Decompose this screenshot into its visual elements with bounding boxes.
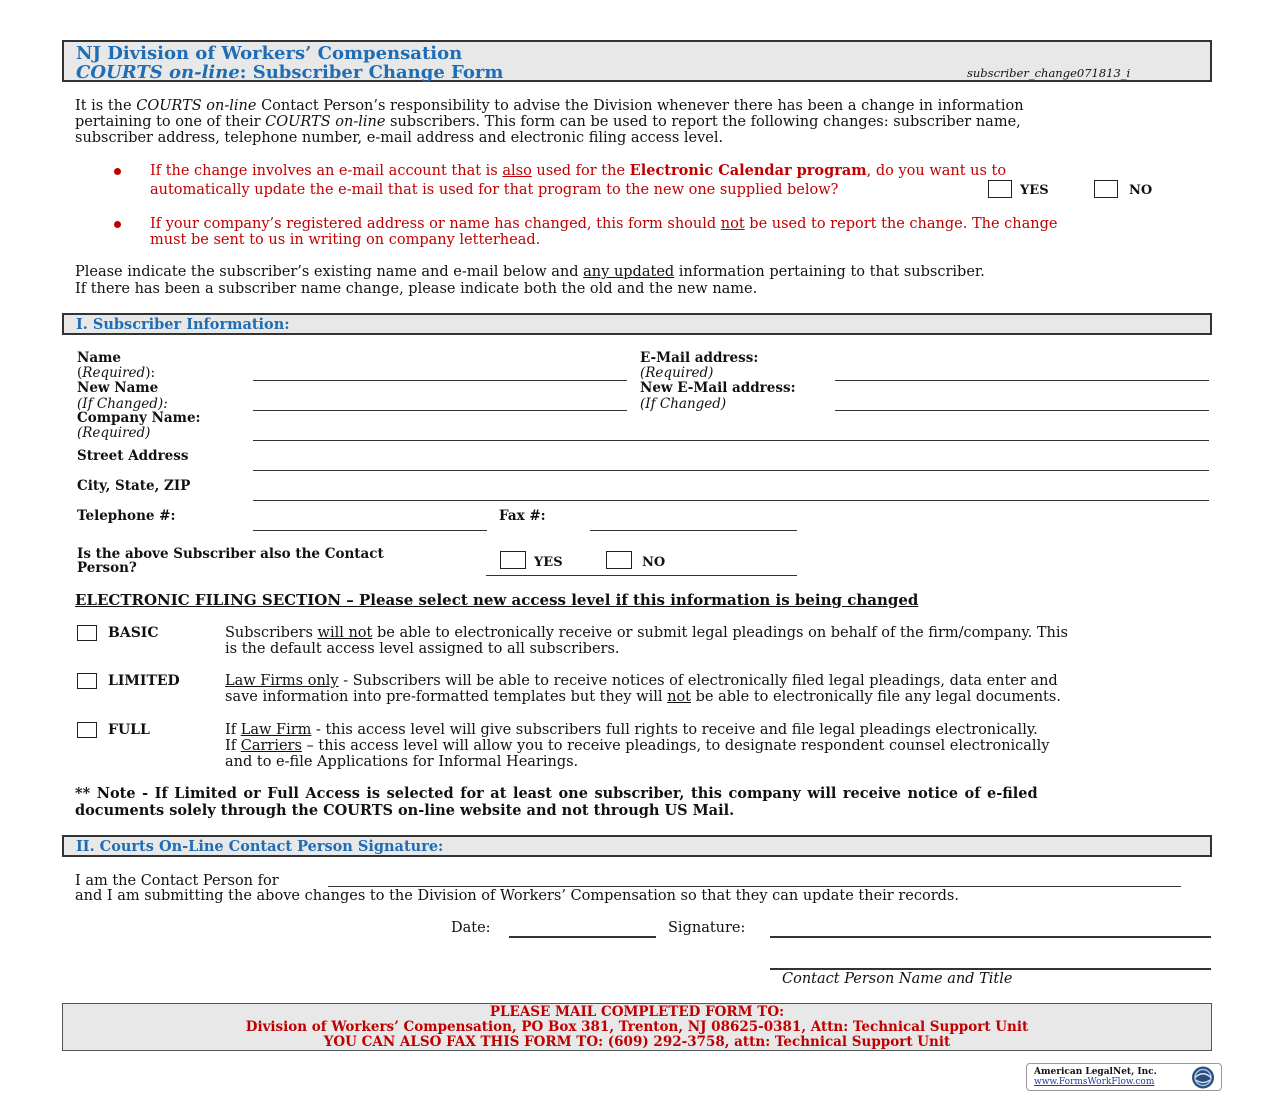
contact-question-line-2: Person? [77, 560, 137, 576]
limited-desc-2 [225, 689, 1061, 705]
bullet-text: If your company’s registered address or name has changed, this form should [150, 216, 721, 232]
bullet-text: , do you want us to [866, 163, 1007, 179]
intro-courts: COURTS on-line [136, 98, 257, 114]
full-text: – this access level will allow you to receive pleadings, to designate respondent counsel electronically [301, 738, 1050, 754]
bullet-text: If the change involves an e-mail account that is [150, 163, 503, 179]
contact-question-line-1: Is the above Subscriber also the Contact [77, 546, 384, 562]
email-label: E-Mail address: [640, 350, 759, 366]
bullet-text: not [720, 216, 745, 232]
company-for-input[interactable] [328, 886, 1181, 887]
mail-line-2: Division of Workers’ Compensation, PO Box 381, Trenton, NJ 08625-0381, Attn: Technical Support Unit [245, 1019, 1029, 1035]
section-1-header [62, 313, 1212, 335]
calendar-no-checkbox[interactable] [1094, 180, 1118, 198]
full-desc-1 [225, 722, 1038, 738]
full-text: - this access level will give subscribers full rights to receive and file legal pleadings electronically. [311, 722, 1038, 738]
contact-yes-label: YES [534, 555, 563, 570]
limited-label: LIMITED [108, 673, 180, 689]
new-email-sub: (If Changed) [640, 396, 727, 412]
calendar-no-label: NO [1129, 183, 1153, 198]
basic-checkbox[interactable] [77, 625, 97, 641]
bullet-text: be used to report the change. The change [744, 216, 1058, 232]
bullet-text: also [502, 163, 532, 179]
company-name-input[interactable] [253, 440, 1209, 441]
new-email-input[interactable] [835, 410, 1209, 411]
required-text: Required [82, 365, 146, 381]
city-label: City, State, ZIP [77, 478, 191, 494]
indicate-line-1 [75, 264, 985, 280]
mail-line-3: YOU CAN ALSO FAX THIS FORM TO: (609) 292-3758, attn: Technical Support Unit [323, 1034, 951, 1050]
full-desc-2 [225, 738, 1049, 754]
full-text: If [225, 738, 241, 754]
form-title [76, 62, 503, 83]
limited-checkbox[interactable] [77, 673, 97, 689]
full-label: FULL [108, 722, 150, 738]
basic-text: Subscribers [225, 625, 318, 641]
signature-label: Signature: [668, 920, 746, 936]
limited-desc-1 [225, 673, 1058, 689]
limited-text: not [667, 689, 692, 705]
email-input[interactable] [835, 380, 1209, 381]
limited-text: Law Firms only [225, 673, 339, 689]
new-email-label: New E-Mail address: [640, 380, 796, 396]
date-input[interactable] [509, 936, 656, 938]
form-header [62, 40, 1212, 82]
company-name-label: Company Name: [77, 410, 201, 426]
contact-person-for-label: I am the Contact Person for [75, 873, 279, 889]
telephone-input[interactable] [253, 530, 487, 531]
full-text: If [225, 722, 241, 738]
intro-text: pertaining to one of their [75, 114, 266, 130]
date-label: Date: [451, 920, 491, 936]
street-label: Street Address [77, 448, 189, 464]
name-label: Name [77, 350, 121, 366]
section-2-title: II. Courts On-Line Contact Person Signature: [76, 838, 444, 855]
limited-text: - Subscribers will be able to receive notices of electronically filed legal pleadings, data enter and [338, 673, 1058, 689]
city-input[interactable] [253, 500, 1209, 501]
company-name-required: (Required) [77, 425, 151, 441]
bullet-2-line-2: must be sent to us in writing on company letterhead. [150, 232, 541, 248]
basic-desc-1 [225, 625, 1068, 641]
indicate-text: information pertaining to that subscriber. [674, 264, 985, 280]
section-1-title: I. Subscriber Information: [76, 316, 290, 333]
fax-label: Fax #: [499, 508, 546, 524]
intro-line-1 [75, 98, 1024, 114]
intro-text: Contact Person’s responsibility to advise the Division whenever there has been a change in information [256, 98, 1024, 114]
name-input[interactable] [253, 380, 627, 381]
full-text: Carriers [240, 738, 302, 754]
org-name: NJ Division of Workers’ Compensation [76, 43, 463, 64]
legalnet-url[interactable]: www.FormsWorkFlow.com [1034, 1077, 1155, 1087]
indicate-text: any updated [583, 264, 675, 280]
form-title-italic: COURTS on-line [76, 62, 240, 83]
telephone-label: Telephone #: [77, 508, 176, 524]
mail-line-1: PLEASE MAIL COMPLETED FORM TO: [489, 1004, 785, 1020]
intro-line-2 [75, 114, 1021, 130]
bullet-icon [114, 168, 121, 175]
new-name-sub: (If Changed): [77, 396, 168, 412]
intro-text: It is the [75, 98, 137, 114]
limited-text: save information into pre-formatted templates but they will [225, 689, 668, 705]
contact-no-label: NO [642, 555, 666, 570]
basic-text: will not [317, 625, 373, 641]
calendar-yes-label: YES [1020, 183, 1049, 198]
name-title-input[interactable] [770, 968, 1211, 970]
note-line-2: documents solely through the COURTS on-line website and not through US Mail. [75, 802, 735, 819]
intro-line-3: subscriber address, telephone number, e-mail address and electronic filing access level. [75, 130, 724, 146]
bullet-1-line-1 [150, 163, 1006, 179]
contact-underline [486, 575, 797, 576]
full-desc-3: and to e-file Applications for Informal Hearings. [225, 754, 579, 770]
globe-icon [1187, 1065, 1219, 1090]
fax-input[interactable] [590, 530, 797, 531]
legalnet-company: American LegalNet, Inc. [1034, 1067, 1157, 1077]
calendar-yes-checkbox[interactable] [988, 180, 1012, 198]
contact-yes-checkbox[interactable] [500, 551, 526, 569]
section-2-header [62, 835, 1212, 857]
efiling-heading: ELECTRONIC FILING SECTION – Please select new access level if this information is being changed [75, 591, 919, 609]
intro-courts: COURTS on-line [265, 114, 386, 130]
indicate-line-2: If there has been a subscriber name change, please indicate both the old and the new name. [75, 281, 758, 297]
limited-text: be able to electronically file any legal documents. [691, 689, 1061, 705]
form-id: subscriber_change071813_i [967, 66, 1131, 80]
bullet-2-line-1 [150, 216, 1057, 232]
contact-no-checkbox[interactable] [606, 551, 632, 569]
form-title-rest: : Subscriber Change Form [239, 62, 504, 83]
basic-desc-2: is the default access level assigned to all subscribers. [225, 641, 620, 657]
note-line-1: ** Note - If Limited or Full Access is selected for at least one subscriber, this company will receive notice of e-filed [75, 785, 1038, 802]
name-title-caption: Contact Person Name and Title [782, 971, 1013, 987]
bullet-text: Electronic Calendar program [629, 162, 867, 179]
name-required: (Required): [77, 365, 156, 381]
bullet-1-line-2: automatically update the e-mail that is used for that program to the new one supplied below? [150, 182, 839, 198]
street-input[interactable] [253, 470, 1209, 471]
signature-input[interactable] [770, 936, 1211, 938]
legalnet-badge [1026, 1063, 1222, 1091]
bullet-icon [114, 221, 121, 228]
email-required: (Required) [640, 365, 714, 381]
full-text: Law Firm [240, 722, 312, 738]
new-name-input[interactable] [253, 410, 627, 411]
basic-label: BASIC [108, 625, 159, 641]
intro-text: subscribers. This form can be used to report the following changes: subscriber name, [385, 114, 1021, 130]
full-checkbox[interactable] [77, 722, 97, 738]
bullet-text: used for the [531, 163, 630, 179]
submitting-statement: and I am submitting the above changes to the Division of Workers’ Compensation so that they can update their records. [75, 888, 959, 904]
indicate-text: Please indicate the subscriber’s existing name and e-mail below and [75, 264, 584, 280]
new-name-label: New Name [77, 380, 159, 396]
basic-text: be able to electronically receive or submit legal pleadings on behalf of the firm/company. This [372, 625, 1068, 641]
mail-instructions-box [62, 1003, 1212, 1051]
